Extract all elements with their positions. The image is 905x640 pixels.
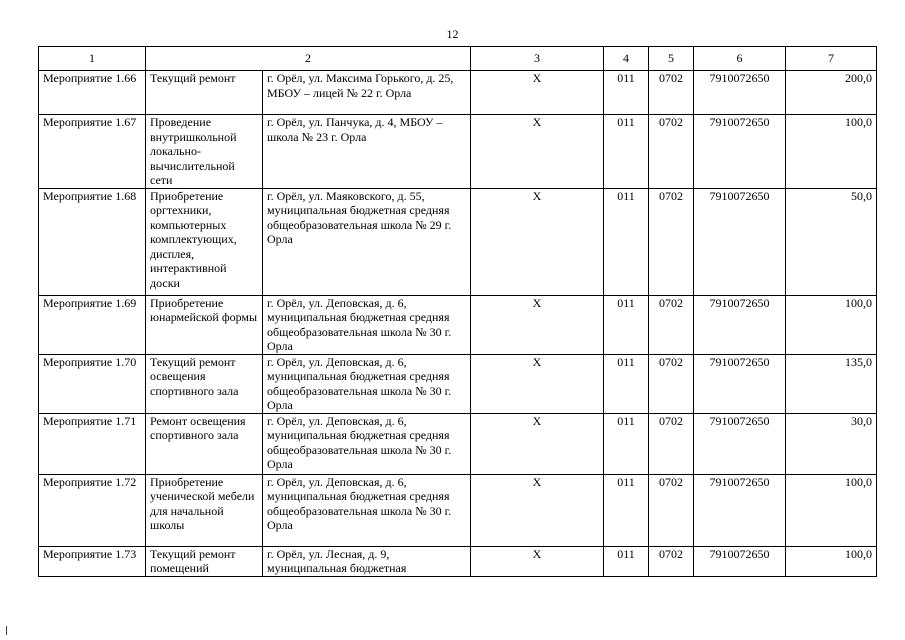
activity-address: г. Орёл, ул. Лесная, д. 9, муниципальная бюджетная xyxy=(263,546,471,576)
mark-cell: Х xyxy=(471,71,604,115)
section-cell: 0702 xyxy=(649,188,694,295)
code-cell: 011 xyxy=(604,474,649,546)
activity-number: Мероприятие 1.69 xyxy=(39,295,146,354)
target-article-cell: 7910072650 xyxy=(694,413,786,474)
header-cell-6: 6 xyxy=(694,47,786,71)
target-article-cell: 7910072650 xyxy=(694,474,786,546)
activity-number: Мероприятие 1.72 xyxy=(39,474,146,546)
mark-cell: Х xyxy=(471,546,604,576)
target-article-cell: 7910072650 xyxy=(694,115,786,189)
scan-edge-mark xyxy=(6,626,7,635)
target-article-cell: 7910072650 xyxy=(694,71,786,115)
amount-cell: 100,0 xyxy=(786,474,877,546)
code-cell: 011 xyxy=(604,188,649,295)
mark-cell: Х xyxy=(471,354,604,413)
mark-cell: Х xyxy=(471,115,604,189)
amount-cell: 200,0 xyxy=(786,71,877,115)
section-cell: 0702 xyxy=(649,71,694,115)
activity-address: г. Орёл, ул. Максима Горького, д. 25, МБОУ – лицей № 22 г. Орла xyxy=(263,71,471,115)
section-cell: 0702 xyxy=(649,115,694,189)
header-cell-2: 2 xyxy=(146,47,471,71)
amount-cell: 135,0 xyxy=(786,354,877,413)
target-article-cell: 7910072650 xyxy=(694,546,786,576)
code-cell: 011 xyxy=(604,295,649,354)
activity-address: г. Орёл, ул. Деповская, д. 6, муниципальная бюджетная средняя общеобразовательная школа № 30 г. Орла xyxy=(263,413,471,474)
activity-number: Мероприятие 1.71 xyxy=(39,413,146,474)
activity-number: Мероприятие 1.70 xyxy=(39,354,146,413)
section-cell: 0702 xyxy=(649,546,694,576)
amount-cell: 30,0 xyxy=(786,413,877,474)
table-row xyxy=(39,546,877,576)
code-cell: 011 xyxy=(604,413,649,474)
activity-name: Приобретение юнармейской формы xyxy=(146,295,263,354)
activity-name: Текущий ремонт xyxy=(146,71,263,115)
activity-number: Мероприятие 1.66 xyxy=(39,71,146,115)
mark-cell: Х xyxy=(471,295,604,354)
header-cell-5: 5 xyxy=(649,47,694,71)
amount-cell: 50,0 xyxy=(786,188,877,295)
target-article-cell: 7910072650 xyxy=(694,354,786,413)
code-cell: 011 xyxy=(604,546,649,576)
header-cell-3: 3 xyxy=(471,47,604,71)
mark-cell: Х xyxy=(471,474,604,546)
activity-name: Текущий ремонт освещения спортивного зала xyxy=(146,354,263,413)
mark-cell: Х xyxy=(471,413,604,474)
budget-table xyxy=(38,46,877,577)
activity-address: г. Орёл, ул. Маяковского, д. 55, муниципальная бюджетная средняя общеобразовательная школа № 29 г. Орла xyxy=(263,188,471,295)
header-cell-7: 7 xyxy=(786,47,877,71)
code-cell: 011 xyxy=(604,115,649,189)
table-row xyxy=(39,413,877,474)
table-header-row xyxy=(39,47,877,71)
activity-address: г. Орёл, ул. Панчука, д. 4, МБОУ – школа № 23 г. Орла xyxy=(263,115,471,189)
header-cell-1: 1 xyxy=(39,47,146,71)
activity-name: Приобретение оргтехники, компьютерных комплектующих, дисплея, интерактивной доски xyxy=(146,188,263,295)
activity-number: Мероприятие 1.73 xyxy=(39,546,146,576)
code-cell: 011 xyxy=(604,354,649,413)
amount-cell: 100,0 xyxy=(786,546,877,576)
section-cell: 0702 xyxy=(649,413,694,474)
activity-address: г. Орёл, ул. Деповская, д. 6, муниципальная бюджетная средняя общеобразовательная школа № 30 г. Орла xyxy=(263,354,471,413)
target-article-cell: 7910072650 xyxy=(694,295,786,354)
page-number: 12 xyxy=(446,27,459,41)
activity-name: Проведение внутришкольной локально-вычислительной сети xyxy=(146,115,263,189)
activity-address: г. Орёл, ул. Деповская, д. 6, муниципальная бюджетная средняя общеобразовательная школа № 30 г. Орла xyxy=(263,295,471,354)
section-cell: 0702 xyxy=(649,295,694,354)
section-cell: 0702 xyxy=(649,474,694,546)
table-row xyxy=(39,474,877,546)
activity-address: г. Орёл, ул. Деповская, д. 6, муниципальная бюджетная средняя общеобразовательная школа № 30 г. Орла xyxy=(263,474,471,546)
activity-number: Мероприятие 1.68 xyxy=(39,188,146,295)
activity-name: Текущий ремонт помещений xyxy=(146,546,263,576)
amount-cell: 100,0 xyxy=(786,295,877,354)
table-row xyxy=(39,71,877,115)
target-article-cell: 7910072650 xyxy=(694,188,786,295)
mark-cell: Х xyxy=(471,188,604,295)
activity-name: Ремонт освещения спортивного зала xyxy=(146,413,263,474)
table-row xyxy=(39,115,877,189)
section-cell: 0702 xyxy=(649,354,694,413)
activity-name: Приобретение ученической мебели для начальной школы xyxy=(146,474,263,546)
table-row xyxy=(39,354,877,413)
header-cell-4: 4 xyxy=(604,47,649,71)
amount-cell: 100,0 xyxy=(786,115,877,189)
table-row xyxy=(39,188,877,295)
activity-number: Мероприятие 1.67 xyxy=(39,115,146,189)
code-cell: 011 xyxy=(604,71,649,115)
table-row xyxy=(39,295,877,354)
